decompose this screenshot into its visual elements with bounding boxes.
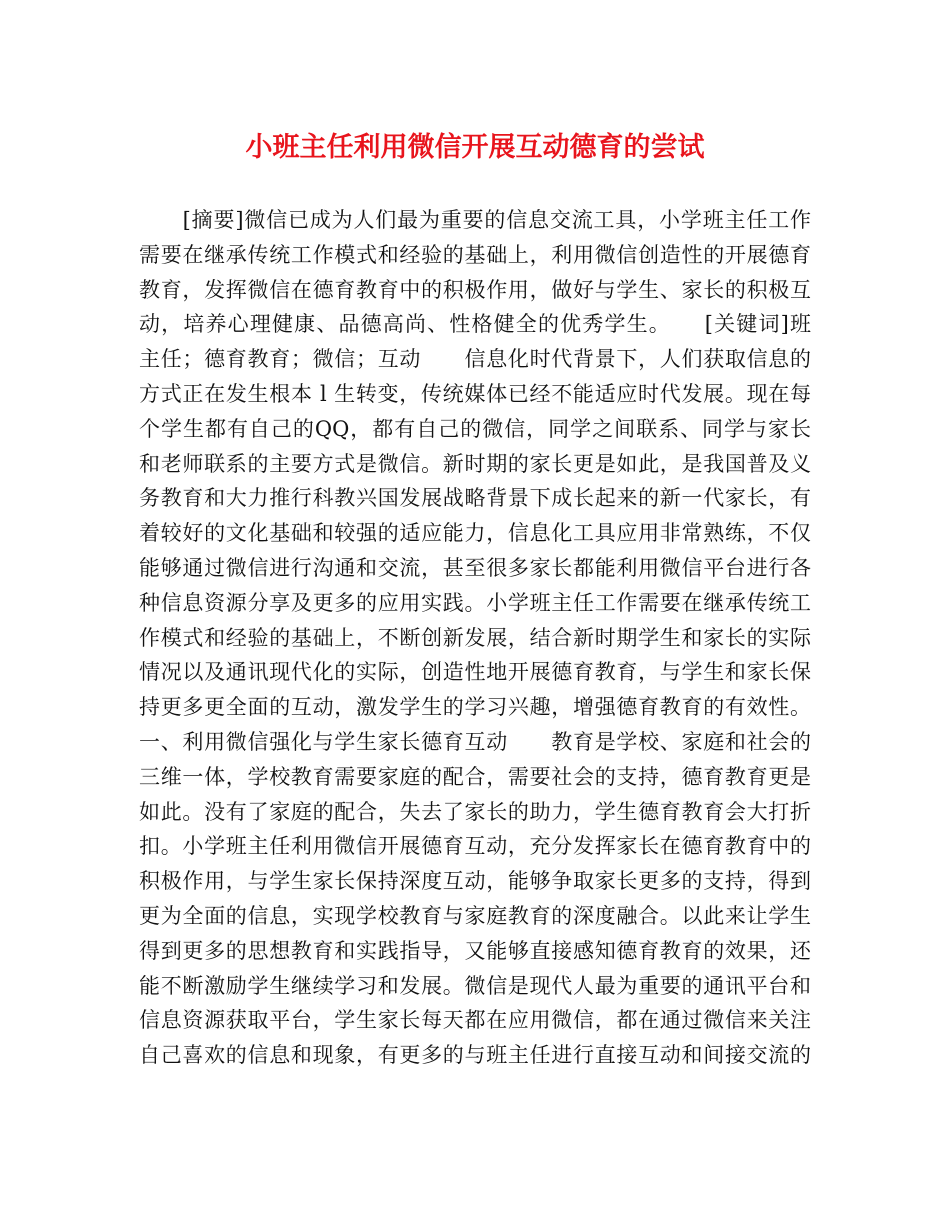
document-title: 小班主任利用微信开展互动德育的尝试 [245, 132, 705, 163]
body-line: 方式正在发生根本 l 生转变，传统媒体已经不能适应时代发展。现在每 [139, 381, 811, 406]
body-line: 自己喜欢的信息和现象，有更多的与班主任进行直接互动和间接交流的 [139, 1043, 811, 1068]
body-line: 主任；德育教育；微信；互动 信息化时代背景下，人们获取信息的 [139, 347, 811, 372]
body-line: 情况以及通讯现代化的实际，创造性地开展德育教育，与学生和家长保 [139, 660, 811, 685]
body-line: 三维一体，学校教育需要家庭的配合，需要社会的支持，德育教育更是 [139, 764, 811, 789]
body-line: 能不断激励学生继续学习和发展。微信是现代人最为重要的通讯平台和 [139, 973, 811, 998]
body-line: 如此。没有了家庭的配合，失去了家长的助力，学生德育教育会大打折 [139, 799, 811, 824]
body-line: 着较好的文化基础和较强的适应能力，信息化工具应用非常熟练，不仅 [139, 521, 811, 546]
body-line: [摘要]微信已成为人们最为重要的信息交流工具，小学班主任工作 [139, 208, 811, 232]
body-line: 更为全面的信息，实现学校教育与家庭教育的深度融合。以此来让学生 [139, 903, 811, 928]
body-line: 积极作用，与学生家长保持深度互动，能够争取家长更多的支持，得到 [139, 869, 811, 894]
body-line: 能够通过微信进行沟通和交流，甚至很多家长都能利用微信平台进行各 [139, 555, 811, 580]
body-line: 种信息资源分享及更多的应用实践。小学班主任工作需要在继承传统工 [139, 590, 811, 615]
body-line: 务教育和大力推行科教兴国发展战略背景下成长起来的新一代家长，有 [139, 486, 811, 511]
body-line: 教育，发挥微信在德育教育中的积极作用，做好与学生、家长的积极互 [139, 277, 811, 302]
body-line: 信息资源获取平台，学生家长每天都在应用微信，都在通过微信来关注 [139, 1008, 811, 1033]
body-line: 持更多更全面的互动，激发学生的学习兴趣，增强德育教育的有效性。 [139, 695, 811, 720]
body-line: 得到更多的思想教育和实践指导，又能够直接感知德育教育的效果，还 [139, 938, 811, 963]
body-line: 作模式和经验的基础上，不断创新发展，结合新时期学生和家长的实际 [139, 625, 811, 650]
body-line: 需要在继承传统工作模式和经验的基础上，利用微信创造性的开展德育 [139, 242, 811, 267]
document-body [139, 203, 811, 1073]
body-line: 个学生都有自己的QQ，都有自己的微信，同学之间联系、同学与家长 [139, 416, 811, 441]
body-line: 扣。小学班主任利用微信开展德育互动，充分发挥家长在德育教育中的 [139, 834, 811, 859]
body-line: 和老师联系的主要方式是微信。新时期的家长更是如此，是我国普及义 [139, 451, 811, 476]
body-line: 动，培养心理健康、品德高尚、性格健全的优秀学生。 [关键词]班 [139, 312, 811, 337]
body-line: 一、利用微信强化与学生家长德育互动 教育是学校、家庭和社会的 [139, 729, 811, 754]
